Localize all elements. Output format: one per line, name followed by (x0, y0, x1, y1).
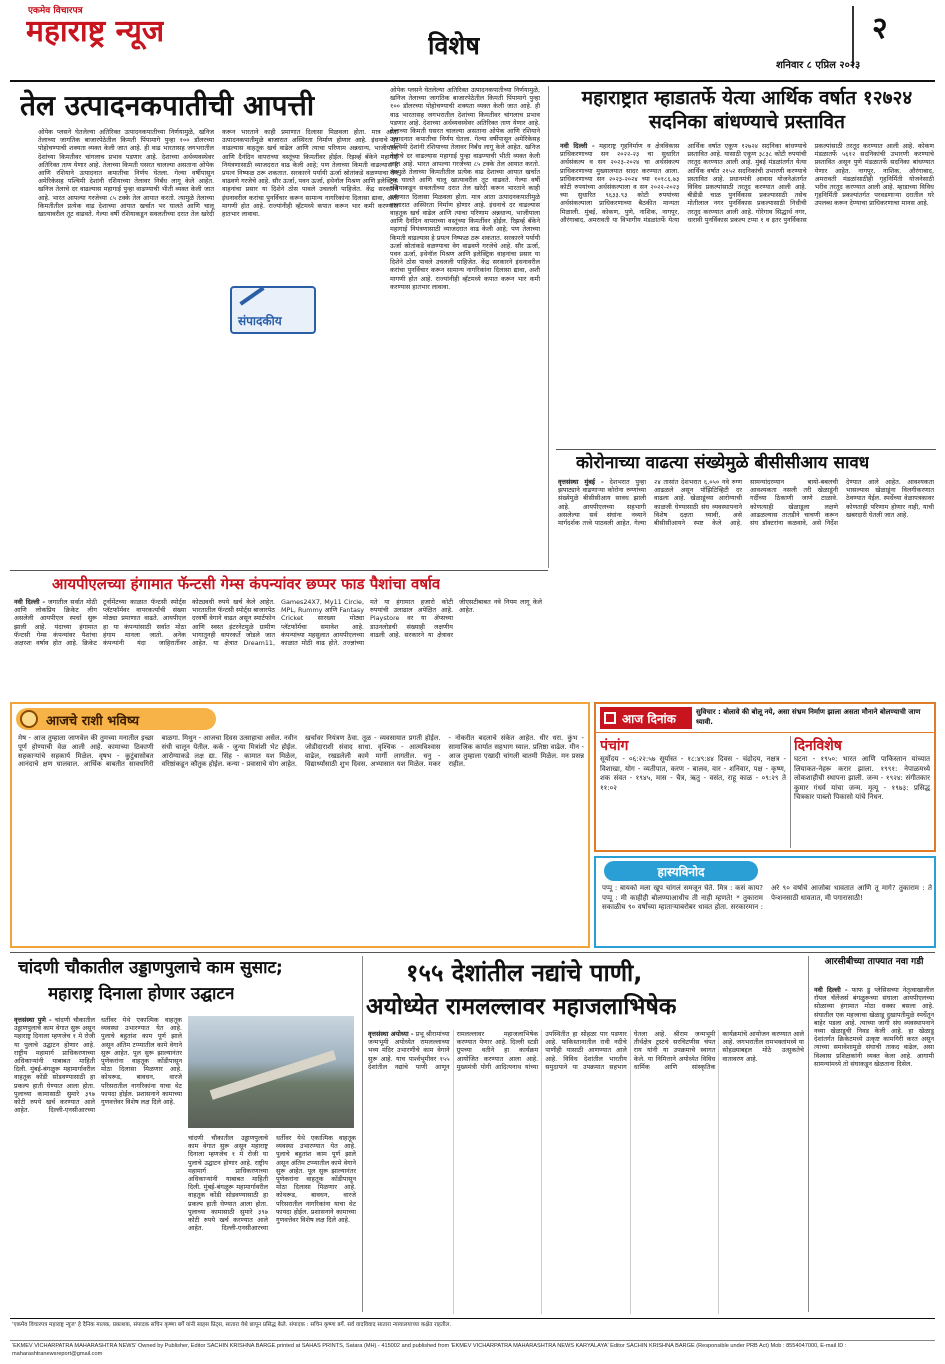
jokes-title: हास्यविनोद (657, 865, 705, 879)
article-flyover (12, 956, 358, 1314)
today-title: आज दिनांक (622, 712, 676, 726)
dateline: नवी दिल्ली - (14, 598, 46, 606)
section-label: विशेष (428, 31, 480, 60)
horoscope-header (16, 708, 216, 730)
headline: आरसीबीच्या ताफ्यात नवा गडी (824, 957, 924, 967)
dateline: नवी दिल्ली - (814, 986, 848, 994)
article-body (14, 1016, 182, 1314)
article-body: ओपेक प्लसने घेतलेल्या अतिरिक्त उत्पादनकपातीच्या निर्णयामुळे, खनिज तेलाच्या जागतिक बाजारपेठेतील किमती पिंपामागे पुन्हा १०० डॉलरच्या पोहोचण्याची शक्यता व्यक्त केली जात आहे. ही वाढ भारतासह जगभरातील देशांच्या किमतीवर चांगलाच प्रभाव पडणार आहे. देशाच्या अर्थव्यवस्थेवर अतिरिक्त ताण येणार आहे. तेलाच्या किमती घसरत चालल्या असताना ओपेक आणि रशियाने उत्पादनात कपातीचा निर्णय घेतला. गेल्या वर्षीपासून अमेरिकेसह पश्चिमी देशांनी रशियाच्या तेलावर निर्बंध लागू केले आहेत. खनिज तेलाचे दर वाढल्यास महागाई पुन्हा वाढण्याची भीती व्यक्त केली जात आहे. भारत आपल्या गरजेच्या ८५ टक्के तेल आयात करतो. त्यामुळे तेलाच्या किमतीतील प्रत्येक वाढ देशाच्या आयात खर्चात भर घालते आणि चालू खात्यावरील तूट वाढवते. गेल्या वर्षी रशियाकडून सवलतीच्या दरात तेल खरेदी करून भारताने काही प्रमाणात दिलासा मिळवला होता. मात्र आता उत्पादनकपातीमुळे बाजारात अस्थिरता निर्माण होणार आहे. इंधनाचे दर वाढल्यास वाहतूक खर्च वाढेल आणि त्याचा परिणाम अन्नधान्य, भाजीपाला आणि दैनंदिन वापराच्या वस्तूंच्या किमतींवर होईल. रिझर्व्ह बँकेने महागाई नियंत्रणासाठी व्याजदरात वाढ केली आहे; पण तेलाच्या किमती वाढल्यास हे प्रयत्न निष्फळ ठरू शकतात. सरकारने पर्यायी ऊर्जा स्रोतांकडे वळण्याचा वेग वाढवणे गरजेचे आहे. सौर ऊर्जा, पवन ऊर्जा, इथेनॉल मिश्रण आणि इलेक्ट्रिक वाहनांचा प्रसार या दिशेने ठोस पावले उचलली पाहिजेत. केंद्र सरकारने इंधनावरील करांचा पुनर्विचार करून सामान्य नागरिकांना दिलासा द्यावा, अशी मागणी होत आहे. राज्यांनीही व्हॅटमध्ये कपात करून भार कमी करण्यास हातभार लावावा. (38, 128, 398, 219)
article-ipl (12, 574, 544, 702)
brand-logo: महाराष्ट्र न्यूज (26, 14, 165, 49)
flyover-road (210, 1050, 337, 1100)
article-body (560, 142, 934, 448)
headline: महाराष्ट्रात म्हाडातर्फे येत्या आर्थिक वर्षात १२७२४ सदनिका बांधण्याचे प्रस्तावित (581, 87, 913, 133)
jokes-body: पप्पू : बायको मला खूप चांगलं समजून घेते. मित्र : कसं काय? पप्पू : मी काहीही बोलण्याआधीच ती नाही म्हणते! * तुकाराम सकाळीच ९० वर्षांच्या म्हाताऱ्याबरोबर धावत होता. सरकारमान : अरे ९० वर्षाचे आजोबा धावतात आणि तू मागे? तुकाराम : ते पेन्शनसाठी धावतात, मी पगारासाठी! (602, 884, 932, 911)
issue-date: शनिवार ८ एप्रिल २०२३ (776, 60, 861, 71)
dateline: वृत्तसंस्था अयोध्या - (368, 1030, 414, 1038)
article-text: फाफ डु प्लेसिसच्या नेतृत्वाखालील रॉयल चॅलेंजर्स बंगळुरूच्या संघाला आयपीएलच्या सोळाव्या हंगामात मोठा धक्का बसला आहे. संघातील एक महत्त्वाचा खेळाडू दुखापतीमुळे स्पर्धेतून बाहेर पडला आहे. त्याच्या जागी संघ व्यवस्थापनाने नव्या खेळाडूची निवड केली आहे. हा खेळाडू देशांतर्गत क्रिकेटमध्ये उत्कृष्ट कामगिरी करत असून त्याच्या समावेशामुळे संघाची ताकद वाढेल, असा विश्वास प्रशिक्षकांनी व्यक्त केला आहे. आगामी सामन्यांमध्ये तो संघाकडून खेळताना दिसेल. (814, 986, 934, 1068)
rule (10, 570, 548, 571)
calendar-icon (604, 712, 616, 724)
horoscope-box (10, 702, 590, 948)
today-header (600, 707, 692, 729)
dinvishesh-col (794, 736, 930, 848)
dateline: वृत्तसंस्था मुंबई - (558, 478, 604, 486)
panchang-col (600, 736, 786, 848)
article-oil (12, 86, 542, 567)
headline: आयपीएलच्या हंगामात फॅन्टसी गेम्स कंपन्यांवर छप्पर फाड पैशांचा वर्षाव (52, 575, 441, 593)
article-body-continued: चांदणी चौकातील उड्डाणपुलाचे काम वेगात सुरू असून महाराष्ट्र दिनाला म्हणजेच १ मे रोजी या पुलाचे उद्घाटन होणार आहे. राष्ट्रीय महामार्ग प्राधिकरणाच्या अधिकाऱ्यांनी याबाबत माहिती दिली. मुंबई-बंगळुरू महामार्गावरील वाहतूक कोंडी सोडवण्यासाठी हा प्रकल्प हाती घेण्यात आला होता. पुलाच्या कामासाठी सुमारे ३९७ कोटी रुपये खर्च करण्यात आले आहेत. दिल्ली-एनसीआरच्या धर्तीवर येथे एकात्मिक वाहतूक व्यवस्था उभारण्यात येत आहे. पुलाचे बहुतांश काम पूर्ण झाले असून अंतिम टप्प्यातील कामे वेगाने सुरू आहेत. पूल सुरू झाल्यानंतर पुणेकरांना वाहतूक कोंडीपासून मोठा दिलासा मिळणार आहे. कोथरूड, बावधन, वारजे परिसरातील नागरिकांना याचा थेट फायदा होईल. प्रशासनाने कामाच्या गुणवत्तेवर विशेष लक्ष दिले आहे. (188, 1134, 356, 1233)
article-rivers (366, 956, 806, 1314)
flyover-photo (188, 1016, 354, 1128)
thought-of-day: सुविचार : बोलावे की बोलू नये, असा संभ्रम निर्माण झाला असता मौनाने बोलण्याची जाण ध्यावी. (696, 708, 921, 726)
page-number: २ (872, 11, 888, 46)
jokes-header (604, 861, 758, 881)
footer-marathi: 'एकमेव विचारपत्र महाराष्ट्र न्यूज' हे दैनिक मालक, प्रकाशक, संपादक सचिन कृष्णा बर्गे यांनी साहस प्रिंट्स, सातारा येथे छापून प्रसिद्ध केले. संपादक : सचिन कृष्णा बर्गे. सर्व वादविवाद सातारा न्यायालयाच्या कक्षेत राहतील. (12, 1322, 452, 1328)
panchang-divider (790, 736, 791, 848)
article-housing (556, 86, 936, 448)
panchang-body: सूर्योदय - ०६:२२:५७ सूर्यास्त - १८:४९:४४ दिवस - चंद्रोदय, नक्षत्र - विशाखा, योग - व्यतीपात, करण - बालव, वार - शनिवार, पक्ष - कृष्ण, शक संवत - १९४५, मास - चैत्र, ऋतु - वसंत, राहू काळ - ०९:२९ ते ११:०२ (600, 755, 786, 792)
rule (596, 732, 934, 733)
article-body-continued: ओपेक प्लसने घेतलेल्या अतिरिक्त उत्पादनकपातीच्या निर्णयामुळे, खनिज तेलाच्या जागतिक बाजारपेठेतील किमती पिंपामागे पुन्हा १०० डॉलरच्या पोहोचण्याची शक्यता व्यक्त केली जात आहे. ही वाढ भारतासह जगभरातील देशांच्या किमतीवर चांगलाच प्रभाव पडणार आहे. देशाच्या अर्थव्यवस्थेवर अतिरिक्त ताण येणार आहे. तेलाच्या किमती घसरत चालल्या असताना ओपेक आणि रशियाने उत्पादनात कपातीचा निर्णय घेतला. गेल्या वर्षीपासून अमेरिकेसह पश्चिमी देशांनी रशियाच्या तेलावर निर्बंध लागू केले आहेत. खनिज तेलाचे दर वाढल्यास महागाई पुन्हा वाढण्याची भीती व्यक्त केली जात आहे. भारत आपल्या गरजेच्या ८५ टक्के तेल आयात करतो. त्यामुळे तेलाच्या किमतीतील प्रत्येक वाढ देशाच्या आयात खर्चात भर घालते आणि चालू खात्यावरील तूट वाढवते. गेल्या वर्षी रशियाकडून सवलतीच्या दरात तेल खरेदी करून भारताने काही प्रमाणात दिलासा मिळवला होता. मात्र आता उत्पादनकपातीमुळे बाजारात अस्थिरता निर्माण होणार आहे. इंधनाचे दर वाढल्यास वाहतूक खर्च वाढेल आणि त्याचा परिणाम अन्नधान्य, भाजीपाला आणि दैनंदिन वापराच्या वस्तूंच्या किमतींवर होईल. रिझर्व्ह बँकेने महागाई नियंत्रणासाठी व्याजदरात वाढ केली आहे; पण तेलाच्या किमती वाढल्यास हे प्रयत्न निष्फळ ठरू शकतात. सरकारने पर्यायी ऊर्जा स्रोतांकडे वळण्याचा वेग वाढवणे गरजेचे आहे. सौर ऊर्जा, पवन ऊर्जा, इथेनॉल मिश्रण आणि इलेक्ट्रिक वाहनांचा प्रसार या दिशेने ठोस पावले उचलली पाहिजेत. केंद्र सरकारने इंधनावरील करांचा पुनर्विचार करून सामान्य नागरिकांना दिलासा द्यावा, अशी मागणी होत आहे. राज्यांनीही व्हॅटमध्ये कपात करून भार कमी करण्यास हातभार लावावा. (390, 86, 540, 291)
jokes-box (594, 856, 936, 948)
dateline: नवी दिल्ली - (560, 142, 595, 150)
footer-rule (10, 1318, 935, 1319)
zodiac-wheel-icon (20, 710, 38, 728)
article-text: जगातील सर्वात मोठी आणि लोकप्रिय क्रिकेट लीग असलेली आयपीएल स्पर्धा सुरू झाली आहे. यंदाच्या हंगामात फॅन्टसी गेम्स कंपन्यांवर पैशांचा अक्षरशः वर्षाव होत आहे. क्रिकेट टूर्नामेंटच्या काळात फॅन्टसी स्पोर्ट्स प्लॅटफॉर्मवर वापरकर्त्यांची संख्या मोठ्या प्रमाणात वाढते. आयपीएल हा या कंपन्यांसाठी सर्वात मोठा हंगाम मानला जातो. अनेक कंपन्यांनी यंदा जाहिरातींवर कोट्यवधी रुपये खर्च केले आहेत. भारतातील फॅन्टसी स्पोर्ट्स बाजारपेठ दरवर्षी वेगाने वाढत असून स्मार्टफोन आणि स्वस्त इंटरनेटमुळे ग्रामीण भागातूनही वापरकर्ते जोडले जात आहेत. या क्षेत्रात Dream11, Games24X7, My11 Circle, MPL, Rummy आणि Fantasy Cricket सारख्या मोठ्या प्लॅटफॉर्मचा समावेश आहे. कंपन्यांच्या महसुलात आयपीएलच्या काळात मोठी वाढ होते. तज्ज्ञांच्या मते या हंगामात हजारो कोटी रुपयांची उलाढाल अपेक्षित आहे. Playstore वर या ॲप्सच्या डाउनलोडची संख्याही लक्षणीय वाढली आहे. सरकारने या क्षेत्रावर जीएसटीबाबत नवे नियम लागू केले आहेत. (14, 598, 542, 648)
article-rcb (812, 956, 936, 1314)
flyover-divider (362, 956, 363, 1312)
dateline: वृत्तसंस्था पुणे - (14, 1016, 52, 1024)
footer-english: 'EKMEV VICHARPATRA MAHARASHTRA NEWS' Owned by Publisher, Editor SACHIN KRISHNA BARGE printed at SAHAS PRINTS, Satara (MH) - 415002 and published from 'EKMEV VICHARPATRA MAHARASHTRA NEWS KARYALAYA' Editor SACHIN KRISHNA BARGE (Responsible under PRB Act) Mob : 8554047000, E-mail ID : maharashtranewsreport@gmail.com (12, 1343, 847, 1357)
article-body (368, 1030, 804, 1314)
article-body (14, 598, 542, 700)
headline-line2: महाराष्ट्र दिनाला होणार उद्घाटन (48, 984, 235, 1004)
rule (556, 449, 936, 450)
masthead-rule (10, 80, 935, 82)
oil-divider (548, 86, 549, 568)
article-covid (556, 452, 936, 568)
tagline: एकमेव विचारपत्र (28, 6, 83, 16)
rivers-divider (808, 956, 809, 1312)
panchang-title: पंचांग (600, 738, 629, 754)
article-text: देशभरात पुन्हा झपाट्याने वाढणाऱ्या कोरोना रुग्णांच्या संख्येमुळे बीसीसीआय सावध झाली आहे. आयपीएलच्या सहभागी असलेल्या सर्व संघांना नव्याने मार्गदर्शक तत्त्वे पाठवली आहेत. गेल्या २४ तासांत देशभरात ६,०५० नवे रुग्ण आढळले असून पॉझिटिव्हिटी दर वाढला आहे. खेळाडूंच्या आरोग्याची काळजी घेण्यासाठी संघ व्यवस्थापनाने विशेष दक्षता घ्यावी, असे बीसीसीआयने स्पष्ट केले आहे. सामन्यांदरम्यान बायो-बबलची आवश्यकता नसली तरी खेळाडूंनी गर्दीच्या ठिकाणी जाणे टाळावे. कोणत्याही खेळाडूला लक्षणे आढळल्यास तातडीने चाचणी करून संघ डॉक्टरांना कळवावे, असे निर्देश देण्यात आले आहेत. आवश्यकता भासल्यास खेळाडूंना विलगीकरणात ठेवण्यात येईल. स्पर्धेच्या वेळापत्रकावर कोणताही परिणाम होणार नाही, याची खबरदारी घेतली जात आहे. (558, 478, 934, 528)
today-box (594, 702, 936, 852)
headline: कोरोनाच्या वाढत्या संख्येमुळे बीसीसीआय सावध (576, 453, 870, 473)
rule (10, 952, 935, 953)
dinvishesh-body: घटना - १९५०: भारत आणि पाकिस्तान यांच्यात लियाकत-नेहरू करार झाला. १९९१: नेपाळमध्ये लोकशाहीची स्थापना झाली. जन्म - १९२४: संगीतकार कुमार गंधर्व यांचा जन्म. मृत्यू - १९७३: प्रसिद्ध चित्रकार पाब्लो पिकासो यांचे निधन. (794, 755, 930, 801)
headline-line2: अयोध्येत रामलल्लावर महाजलाभिषेक (366, 994, 677, 1020)
article-body (558, 478, 934, 568)
footer-rule (10, 1340, 935, 1341)
horoscope-body: मेष - आज तुम्हाला जाणवेल की तुमच्या मनातील इच्छा पूर्ण होण्याची वेळ आली आहे. कामाच्या ठिकाणी सहकाऱ्यांचे सहकार्य मिळेल. वृषभ - कुटुंबासोबत आनंदाचे क्षण घालवाल. आर्थिक बाबतीत सावधगिरी बाळगा. मिथुन - आजचा दिवस उत्साहाचा असेल. नवीन संधी चालून येतील. कर्क - जुन्या मित्रांशी भेट होईल. आरोग्याकडे लक्ष द्या. सिंह - कामात यश मिळेल, वरिष्ठांकडून कौतुक होईल. कन्या - प्रवासाचे योग आहेत. खर्चावर नियंत्रण ठेवा. तूळ - व्यवसायात प्रगती होईल. जोडीदाराशी संवाद साधा. वृश्चिक - आत्मविश्वास वाढेल, रखडलेली कामे मार्गी लागतील. धनु - विद्यार्थ्यांसाठी शुभ दिवस. अभ्यासात यश मिळेल. मकर - नोकरीत बदलाचे संकेत आहेत. धीर धरा. कुंभ - सामाजिक कार्यात सहभाग घ्याल. प्रतिष्ठा वाढेल. मीन - आज तुम्हाला एखादी चांगली बातमी मिळेल. मन प्रसन्न राहील. (18, 734, 584, 769)
dinvishesh-title: दिनविशेष (794, 738, 842, 754)
article-body (814, 986, 934, 1314)
masthead (0, 0, 945, 80)
editorial-label: संपादकीय (238, 314, 282, 328)
horoscope-title: आजचे राशी भविष्य (46, 714, 140, 729)
headline-line1: चांदणी चौकातील उड्डाणपुलाचे काम सुसाट; (18, 958, 283, 978)
article-text: प्रभू श्रीरामांच्या जन्मभूमी अयोध्येत रामलल्लाच्या भव्य मंदिर उभारणीचे काम वेगाने सुरू आहे. याच पार्श्वभूमीवर १५५ देशांतील नद्यांचे पाणी आणून रामलल्लावर महाजलाभिषेक करण्यात येणार आहे. दिल्ली स्टडी ग्रुपच्या वतीने हा कार्यक्रम आयोजित करण्यात आला आहे. मुख्यमंत्री योगी आदित्यनाथ यांच्या उपस्थितीत हा सोहळा पार पडणार आहे. पाकिस्तानातील रावी नदीचे पाणीही यासाठी आणण्यात आले आहे. विविध देशांतील भारतीय समुदायाने या उपक्रमात सहभाग घेतला आहे. श्रीराम जन्मभूमी तीर्थक्षेत्र ट्रस्टचे सरचिटणीस चंपत राय यांनी या उपक्रमाचे स्वागत केले. या निमित्ताने अयोध्येत विविध धार्मिक आणि सांस्कृतिक कार्यक्रमांचे आयोजन करण्यात आले आहे. जगभरातील रामभक्तांमध्ये या सोहळ्याबद्दल मोठे उत्सुकतेचे वातावरण आहे. (368, 1030, 804, 1071)
article-text: महाराष्ट्र गृहनिर्माण व क्षेत्रविकास प्राधिकरणाच्या सन २०२२-२३ चा सुधारित अर्थसंकल्प व सन २०२३-२०२४ चा अर्थसंकल्प प्राधिकरणाच्या मुख्यालयात सादर करण्यात आला. प्राधिकरणाच्या सन २०२३-२०२४ च्या १०१८६.७३ कोटी रुपयांच्या अर्थसंकल्पाला व सन २०२२-२०२३ च्या सुधारित ९६३३.९३ कोटी रुपयांच्या अर्थसंकल्पाला प्राधिकरणाच्या बैठकीत मान्यता मिळाली. मुंबई, कोकण, पुणे, नाशिक, नागपूर, औरंगाबाद, अमरावती या विभागीय मंडळांतर्फे येत्या आर्थिक वर्षात एकूण १२७२४ सदनिका बांधण्याचे प्रस्तावित आहे. यासाठी एकूण ३८३८ कोटी रुपयांची तरतूद करण्यात आली आहे. मुंबई मंडळांतर्गत येत्या आर्थिक वर्षात २१५२ सदनिकांची उभारणी करण्याचे प्रस्तावित आहे. प्रधानमंत्री आवास योजनेअंतर्गत विविध प्रकल्पांसाठी तरतूद करण्यात आली आहे. बीडीडी चाळ पुनर्विकास प्रकल्पासाठी तसेच मोतीलाल नगर पुनर्विकास प्रकल्पासाठी निधीची तरतूद करण्यात आली आहे. गोरेगाव सिद्धार्थ नगर, धारावी पुनर्विकास प्रकल्प टप्पा १ व इतर पुनर्विकास प्रकल्पांसाठी तरतूद करण्यात आली आहे. कोकण मंडळातर्फे ५६१२ सदनिकांची उभारणी करण्याचे प्रस्तावित असून पुणे मंडळातर्फे सदनिका बांधण्यात येणार आहेत. नागपूर, नाशिक, औरंगाबाद, अमरावती मंडळांसाठीही गृहनिर्मिती योजनेसाठी भरीव तरतूद करण्यात आली आहे. म्हाडाच्या विविध गृहनिर्मिती प्रकल्पांतर्गत परवडणाऱ्या दरातील घरे उपलब्ध करून देण्याचा प्राधिकरणाचा मानस आहे. (560, 142, 934, 224)
headline: तेल उत्पादनकपातीची आपत्ती (20, 89, 315, 122)
headline-line1: १५५ देशांतील नद्यांचे पाणी, (406, 959, 643, 987)
article-text: चांदणी चौकातील उड्डाणपुलाचे काम वेगात सुरू असून महाराष्ट्र दिनाला म्हणजेच १ मे रोजी या पुलाचे उद्घाटन होणार आहे. राष्ट्रीय महामार्ग प्राधिकरणाच्या अधिकाऱ्यांनी याबाबत माहिती दिली. मुंबई-बंगळुरू महामार्गावरील वाहतूक कोंडी सोडवण्यासाठी हा प्रकल्प हाती घेण्यात आला होता. पुलाच्या कामासाठी सुमारे ३९७ कोटी रुपये खर्च करण्यात आले आहेत. दिल्ली-एनसीआरच्या धर्तीवर येथे एकात्मिक वाहतूक व्यवस्था उभारण्यात येत आहे. पुलाचे बहुतांश काम पूर्ण झाले असून अंतिम टप्प्यातील कामे वेगाने सुरू आहेत. पूल सुरू झाल्यानंतर पुणेकरांना वाहतूक कोंडीपासून मोठा दिलासा मिळणार आहे. कोथरूड, बावधन, वारजे परिसरातील नागरिकांना याचा थेट फायदा होईल. प्रशासनाने कामाच्या गुणवत्तेवर विशेष लक्ष दिले आहे. (14, 1016, 182, 1115)
